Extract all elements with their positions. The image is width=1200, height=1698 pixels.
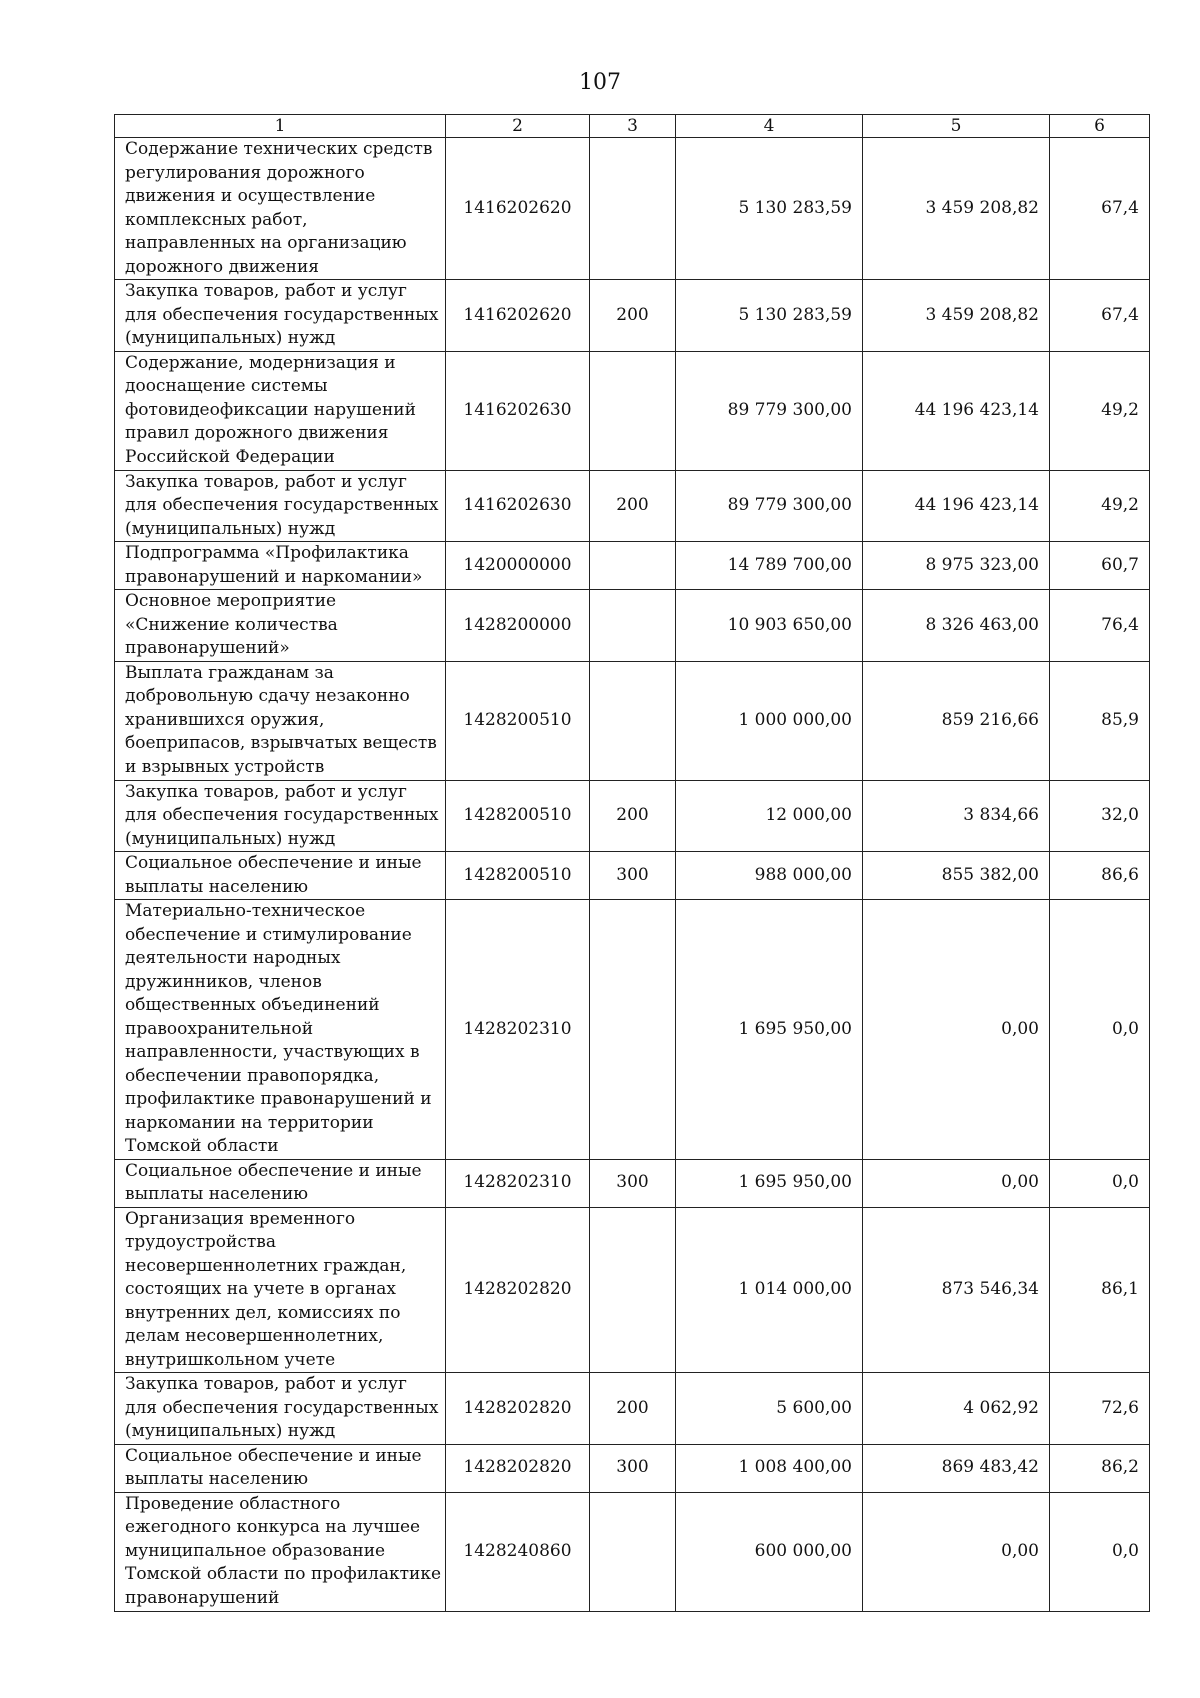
- budget-code: 1416202620: [446, 138, 590, 280]
- executed-amount: 855 382,00: [863, 852, 1050, 900]
- planned-amount: 89 779 300,00: [676, 351, 863, 470]
- execution-percent: 60,7: [1050, 542, 1150, 590]
- table-header: [115, 115, 1150, 138]
- item-name: Выплата гражданам за добровольную сдачу незаконно хранившихся оружия, боеприпасов, взрывчатых веществ и взрывных устройств: [115, 661, 446, 780]
- item-name: Закупка товаров, работ и услуг для обеспечения государственных (муниципальных) нужд: [115, 280, 446, 352]
- expense-type: 300: [590, 852, 676, 900]
- item-name: Организация временного трудоустройства несовершеннолетних граждан, состоящих на учете в органах внутренних дел, комиссиях по делам несовершеннолетних, внутришкольном учете: [115, 1207, 446, 1373]
- table-row: [115, 1159, 1150, 1207]
- expense-type: 200: [590, 780, 676, 852]
- table-row: [115, 1444, 1150, 1492]
- table-row: [115, 470, 1150, 542]
- item-name: Социальное обеспечение и иные выплаты населению: [115, 852, 446, 900]
- budget-code: 1428200510: [446, 852, 590, 900]
- item-name: Подпрограмма «Профилактика правонарушений и наркомании»: [115, 542, 446, 590]
- expense-type: 300: [590, 1159, 676, 1207]
- executed-amount: 859 216,66: [863, 661, 1050, 780]
- budget-code: 1420000000: [446, 542, 590, 590]
- table-row: [115, 661, 1150, 780]
- budget-table: [114, 114, 1150, 1612]
- table-row: [115, 542, 1150, 590]
- item-name: Социальное обеспечение и иные выплаты населению: [115, 1444, 446, 1492]
- executed-amount: 873 546,34: [863, 1207, 1050, 1373]
- item-name: Закупка товаров, работ и услуг для обеспечения государственных (муниципальных) нужд: [115, 470, 446, 542]
- item-name: Основное мероприятие «Снижение количества правонарушений»: [115, 590, 446, 662]
- table-row: [115, 900, 1150, 1160]
- column-header: 6: [1050, 115, 1150, 138]
- execution-percent: 76,4: [1050, 590, 1150, 662]
- planned-amount: 10 903 650,00: [676, 590, 863, 662]
- executed-amount: 8 326 463,00: [863, 590, 1050, 662]
- planned-amount: 5 600,00: [676, 1373, 863, 1445]
- execution-percent: 67,4: [1050, 280, 1150, 352]
- table-row: [115, 1492, 1150, 1611]
- budget-code: 1428200510: [446, 780, 590, 852]
- column-header: 1: [115, 115, 446, 138]
- executed-amount: 3 459 208,82: [863, 138, 1050, 280]
- expense-type: 200: [590, 280, 676, 352]
- expense-type: 300: [590, 1444, 676, 1492]
- expense-type: [590, 542, 676, 590]
- table-row: [115, 1207, 1150, 1373]
- execution-percent: 0,0: [1050, 1492, 1150, 1611]
- expense-type: 200: [590, 1373, 676, 1445]
- execution-percent: 67,4: [1050, 138, 1150, 280]
- planned-amount: 988 000,00: [676, 852, 863, 900]
- planned-amount: 1 695 950,00: [676, 1159, 863, 1207]
- budget-code: 1428240860: [446, 1492, 590, 1611]
- page-number: 107: [579, 70, 621, 95]
- header-row: [115, 115, 1150, 138]
- table-row: [115, 1373, 1150, 1445]
- execution-percent: 72,6: [1050, 1373, 1150, 1445]
- execution-percent: 32,0: [1050, 780, 1150, 852]
- executed-amount: 8 975 323,00: [863, 542, 1050, 590]
- column-header: 3: [590, 115, 676, 138]
- table-row: [115, 780, 1150, 852]
- planned-amount: 1 008 400,00: [676, 1444, 863, 1492]
- item-name: Проведение областного ежегодного конкурса на лучшее муниципальное образование Томской области по профилактике правонарушений: [115, 1492, 446, 1611]
- planned-amount: 14 789 700,00: [676, 542, 863, 590]
- budget-code: 1416202630: [446, 470, 590, 542]
- executed-amount: 0,00: [863, 1492, 1050, 1611]
- planned-amount: 1 000 000,00: [676, 661, 863, 780]
- column-header: 2: [446, 115, 590, 138]
- budget-code: 1428202820: [446, 1444, 590, 1492]
- planned-amount: 89 779 300,00: [676, 470, 863, 542]
- item-name: Содержание, модернизация и дооснащение системы фотовидеофиксации нарушений правил дорожного движения Российской Федерации: [115, 351, 446, 470]
- execution-percent: 49,2: [1050, 351, 1150, 470]
- executed-amount: 44 196 423,14: [863, 351, 1050, 470]
- executed-amount: 869 483,42: [863, 1444, 1050, 1492]
- table-body: [115, 138, 1150, 1612]
- expense-type: [590, 1207, 676, 1373]
- table-row: [115, 351, 1150, 470]
- executed-amount: 4 062,92: [863, 1373, 1050, 1445]
- planned-amount: 5 130 283,59: [676, 280, 863, 352]
- execution-percent: 86,6: [1050, 852, 1150, 900]
- item-name: Материально-техническое обеспечение и стимулирование деятельности народных дружинников, членов общественных объединений правоохранительной направленности, участвующих в обеспечении правопорядка, профилактике правонарушений и наркомании на территории Томской области: [115, 900, 446, 1160]
- table-row: [115, 590, 1150, 662]
- item-name: Социальное обеспечение и иные выплаты населению: [115, 1159, 446, 1207]
- budget-code: 1428200000: [446, 590, 590, 662]
- execution-percent: 0,0: [1050, 1159, 1150, 1207]
- execution-percent: 49,2: [1050, 470, 1150, 542]
- budget-code: 1416202620: [446, 280, 590, 352]
- expense-type: [590, 661, 676, 780]
- expense-type: 200: [590, 470, 676, 542]
- table-row: [115, 280, 1150, 352]
- executed-amount: 3 834,66: [863, 780, 1050, 852]
- expense-type: [590, 138, 676, 280]
- executed-amount: 0,00: [863, 900, 1050, 1160]
- execution-percent: 86,1: [1050, 1207, 1150, 1373]
- table-row: [115, 852, 1150, 900]
- execution-percent: 86,2: [1050, 1444, 1150, 1492]
- executed-amount: 44 196 423,14: [863, 470, 1050, 542]
- budget-code: 1416202630: [446, 351, 590, 470]
- expense-type: [590, 900, 676, 1160]
- item-name: Содержание технических средств регулирования дорожного движения и осуществление комплексных работ, направленных на организацию дорожного движения: [115, 138, 446, 280]
- item-name: Закупка товаров, работ и услуг для обеспечения государственных (муниципальных) нужд: [115, 1373, 446, 1445]
- expense-type: [590, 590, 676, 662]
- item-name: Закупка товаров, работ и услуг для обеспечения государственных (муниципальных) нужд: [115, 780, 446, 852]
- expense-type: [590, 1492, 676, 1611]
- column-header: 5: [863, 115, 1050, 138]
- planned-amount: 1 014 000,00: [676, 1207, 863, 1373]
- budget-code: 1428202310: [446, 1159, 590, 1207]
- execution-percent: 85,9: [1050, 661, 1150, 780]
- budget-code: 1428202310: [446, 900, 590, 1160]
- table-row: [115, 138, 1150, 280]
- executed-amount: 3 459 208,82: [863, 280, 1050, 352]
- expense-type: [590, 351, 676, 470]
- planned-amount: 1 695 950,00: [676, 900, 863, 1160]
- budget-code: 1428202820: [446, 1207, 590, 1373]
- planned-amount: 5 130 283,59: [676, 138, 863, 280]
- planned-amount: 600 000,00: [676, 1492, 863, 1611]
- column-header: 4: [676, 115, 863, 138]
- execution-percent: 0,0: [1050, 900, 1150, 1160]
- executed-amount: 0,00: [863, 1159, 1050, 1207]
- budget-code: 1428202820: [446, 1373, 590, 1445]
- budget-code: 1428200510: [446, 661, 590, 780]
- planned-amount: 12 000,00: [676, 780, 863, 852]
